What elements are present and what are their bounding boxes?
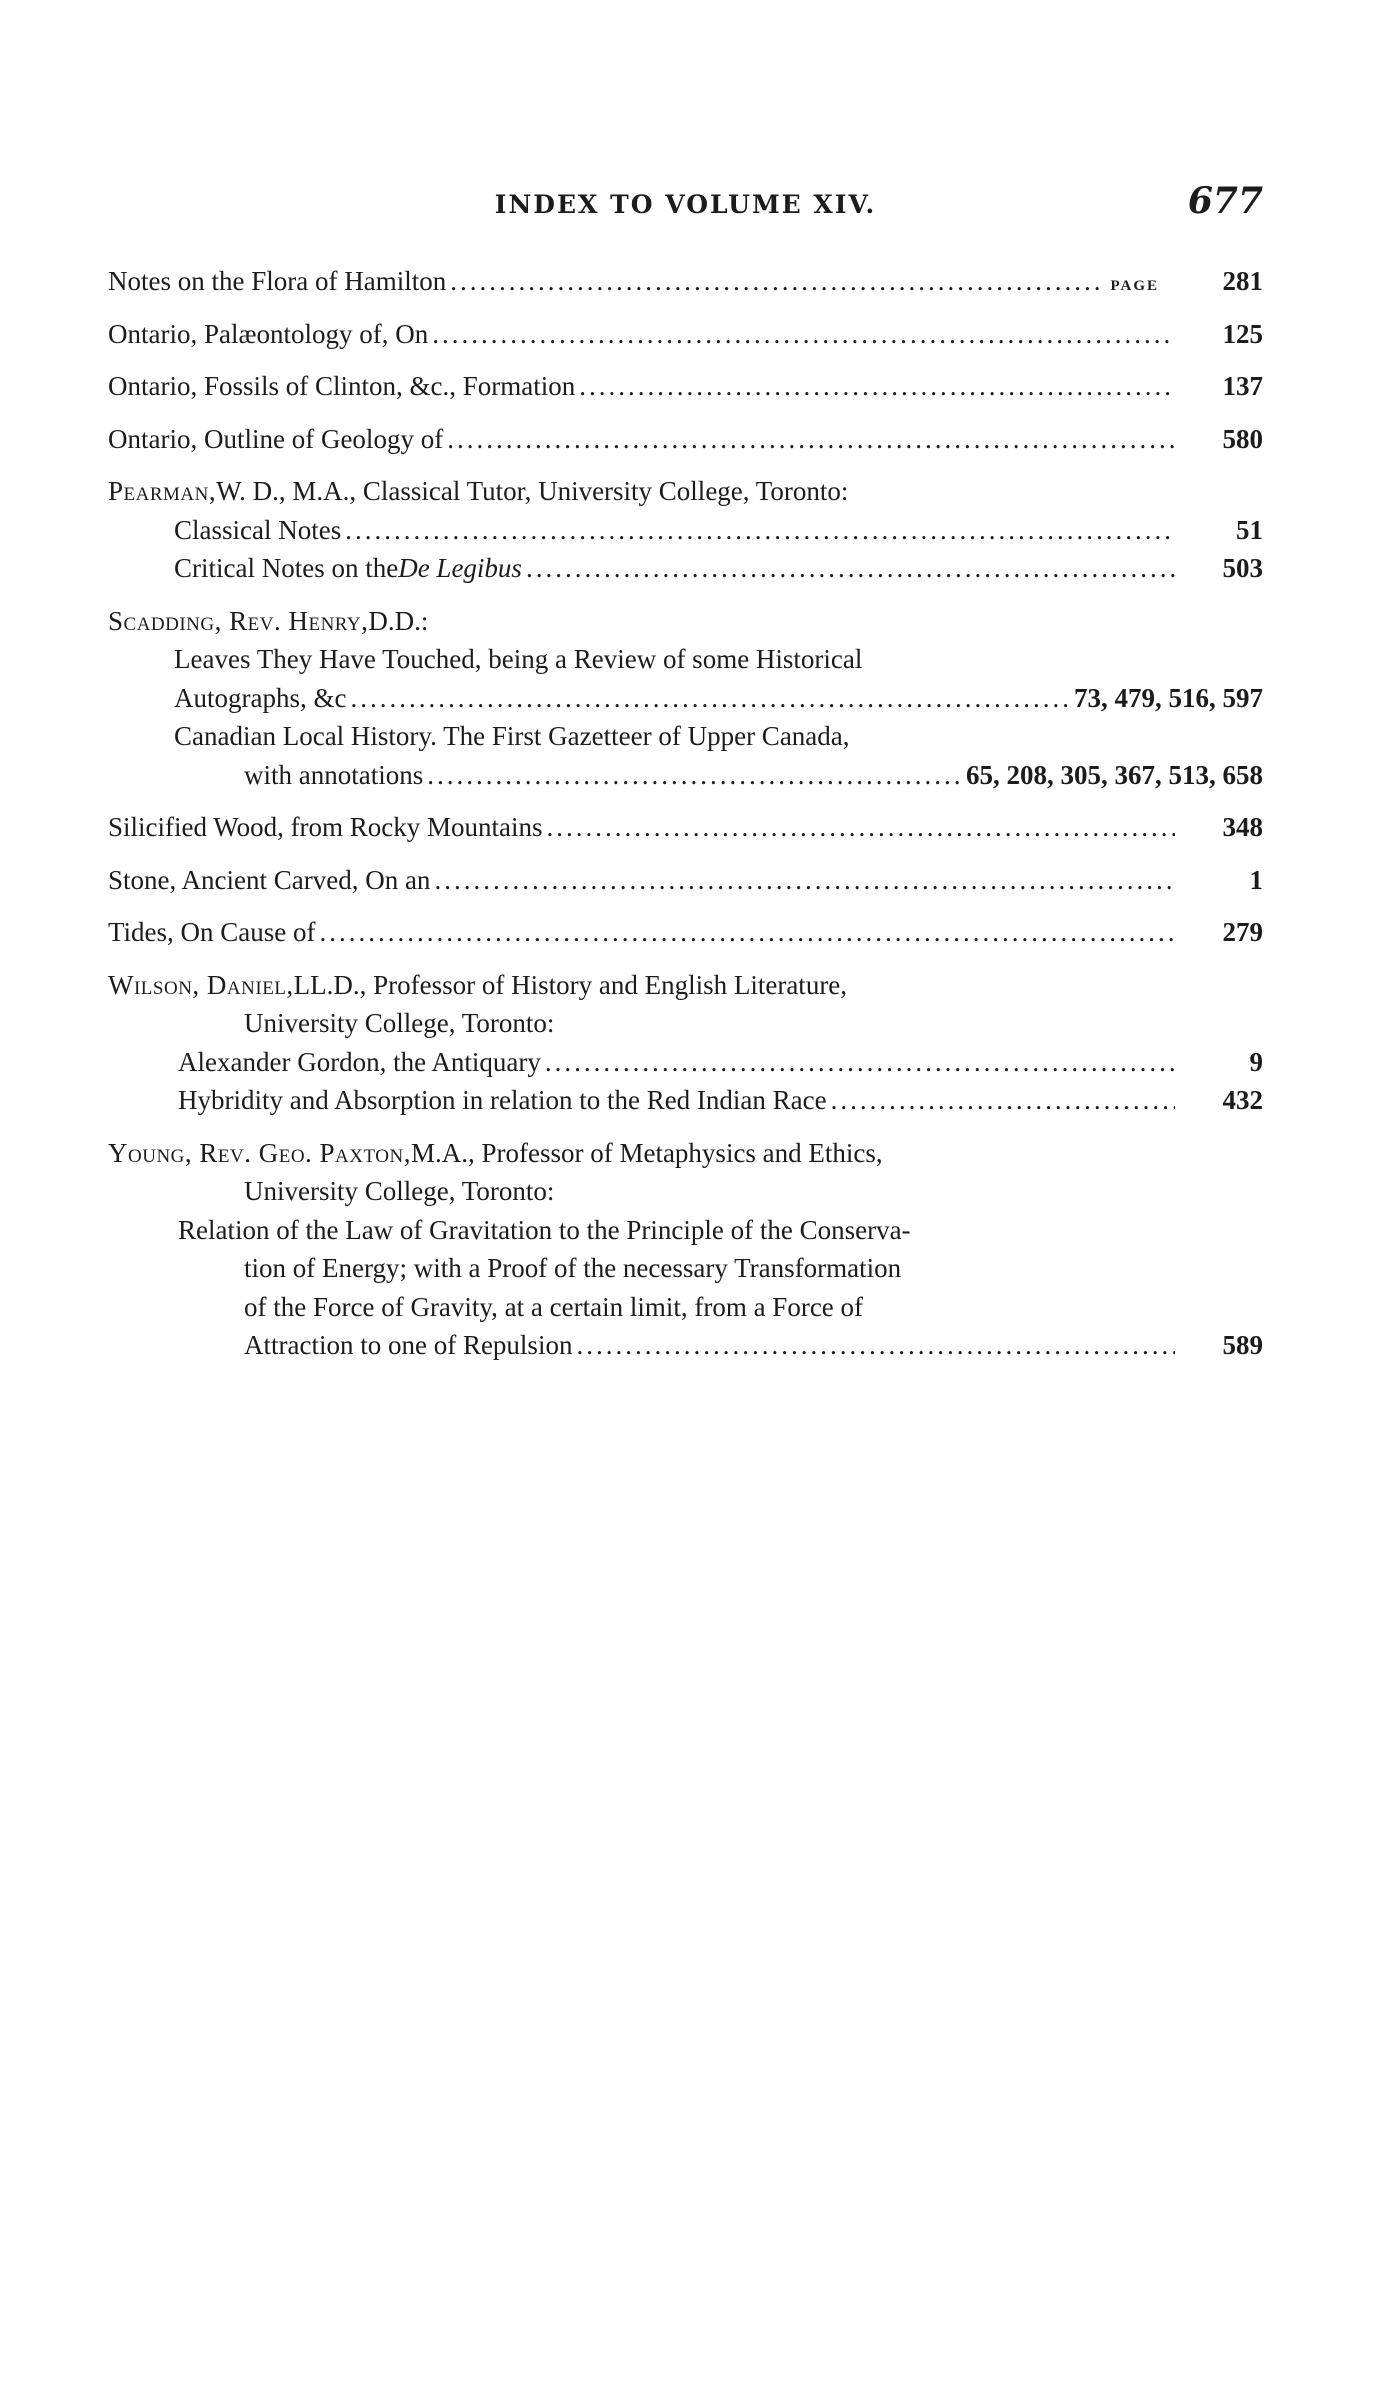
index-entry-clinton-fossils [108,367,1263,406]
entry-page: 137 [1222,371,1263,401]
entry-page: 281 [1222,266,1263,296]
entry-text: Alexander Gordon, the Antiquary [178,1046,541,1077]
entry-text: Critical Notes on the [174,553,399,583]
index-author-young [108,1134,1263,1173]
index-subentry-alexander-gordon [108,1043,1263,1082]
dot-leader [345,511,1175,550]
entry-text: Classical Notes [174,514,342,545]
author-details: LL.D., Professor of History and English Literature, [293,969,848,1000]
index-subentry-leaves-touched [108,640,1263,679]
entry-page: 51 [1236,514,1263,545]
index-entry-palaeontology [108,315,1263,354]
entry-page: 348 [1222,812,1263,842]
entry-page: 503 [1222,553,1263,583]
dot-leader [350,679,1072,718]
author-name: Scadding, Rev. Henry, [108,605,369,636]
entry-text: with annotations [244,759,424,790]
entry-text: Canadian Local History. The First Gazetteer of Upper Canada, [174,721,850,751]
page-number: 677 [1187,180,1263,222]
entry-text-italic: De Legibus [398,553,522,583]
index-entry-silicified-wood [108,808,1263,847]
author-details: W. D., M.A., Classical Tutor, University College, Toronto: [216,476,849,506]
entry-text: Autographs, &c [174,682,347,713]
author-details: D.D.: [368,605,429,636]
index-subentry-gravitation-cont [108,1288,1263,1327]
index-entry-tides [108,913,1263,952]
entry-text: Attraction to one of Repulsion [244,1330,573,1360]
entry-text: of the Force of Gravity, at a certain limit, from a Force of [244,1291,864,1322]
dot-leader [450,262,1104,301]
index-subentry-gravitation [108,1211,1263,1250]
index-subentry-de-legibus [108,549,1263,588]
entry-text: Leaves They Have Touched, being a Review of some Historical [174,644,863,674]
entry-text: Ontario, Outline of Geology of [108,423,444,454]
entry-page: 432 [1222,1085,1263,1115]
entry-text: Relation of the Law of Gravitation to the Principle of the Conserva- [178,1214,911,1245]
dot-leader [432,315,1175,354]
index-author-scadding [108,602,1263,641]
dot-leader [434,861,1175,900]
dot-leader [831,1081,1175,1120]
index-author-wilson [108,966,1263,1005]
entry-pages: 73, 479, 516, 597 [1074,682,1263,713]
dot-leader [576,1326,1175,1365]
index-author-affiliation [108,1172,1263,1211]
entry-page: 589 [1222,1330,1263,1360]
entry-pages: 65, 208, 305, 367, 513, 658 [966,759,1263,790]
running-head [108,180,1263,226]
entry-page: 9 [1249,1046,1263,1077]
dot-leader [427,756,964,795]
dot-leader [547,808,1175,847]
author-name: Pearman, [108,476,217,506]
entry-page: 580 [1222,423,1263,454]
entry-page: 1 [1249,864,1263,895]
page-column-label: PAGE [1110,278,1159,294]
entry-text: Silicified Wood, from Rocky Mountains [108,812,543,842]
index-author-pearman [108,472,1263,511]
index-entry-carved-stone [108,861,1263,900]
index-subentry-canadian-history [108,717,1263,756]
dot-leader [447,420,1175,459]
index-subentry-annotations [108,756,1263,795]
dot-leader [545,1043,1175,1082]
dot-leader [320,913,1175,952]
entry-text: Notes on the Flora of Hamilton [108,266,447,296]
index-author-affiliation [108,1004,1263,1043]
entry-text: Tides, On Cause of [108,917,316,947]
index-entry-flora-hamilton [108,262,1263,301]
index-subentry-classical-notes [108,511,1263,550]
entry-text: Hybridity and Absorption in relation to the Red Indian Race [178,1085,827,1115]
entry-text: Ontario, Fossils of Clinton, &c., Formation [108,371,576,401]
index-subentry-hybridity [108,1081,1263,1120]
dot-leader [526,549,1175,588]
author-name: Wilson, Daniel, [108,969,294,1000]
entry-text: tion of Energy; with a Proof of the necessary Transformation [244,1253,902,1283]
dot-leader [579,367,1175,406]
running-title: INDEX TO VOLUME XIV. [494,190,877,219]
index-entry-geology-outline [108,420,1263,459]
entry-page: 125 [1222,318,1263,349]
entry-text: University College, Toronto: [244,1008,555,1038]
index-subentry-autographs [108,679,1263,718]
entry-page: 279 [1222,917,1263,947]
author-details: M.A., Professor of Metaphysics and Ethics, [410,1137,883,1168]
index-subentry-gravitation-cont [108,1249,1263,1288]
entry-text: University College, Toronto: [244,1176,555,1206]
index-entries [108,262,1263,1365]
entry-text: Stone, Ancient Carved, On an [108,864,431,895]
index-subentry-gravitation-end [108,1326,1263,1365]
entry-text: Ontario, Palæontology of, On [108,318,429,349]
author-name: Young, Rev. Geo. Paxton, [108,1137,411,1168]
